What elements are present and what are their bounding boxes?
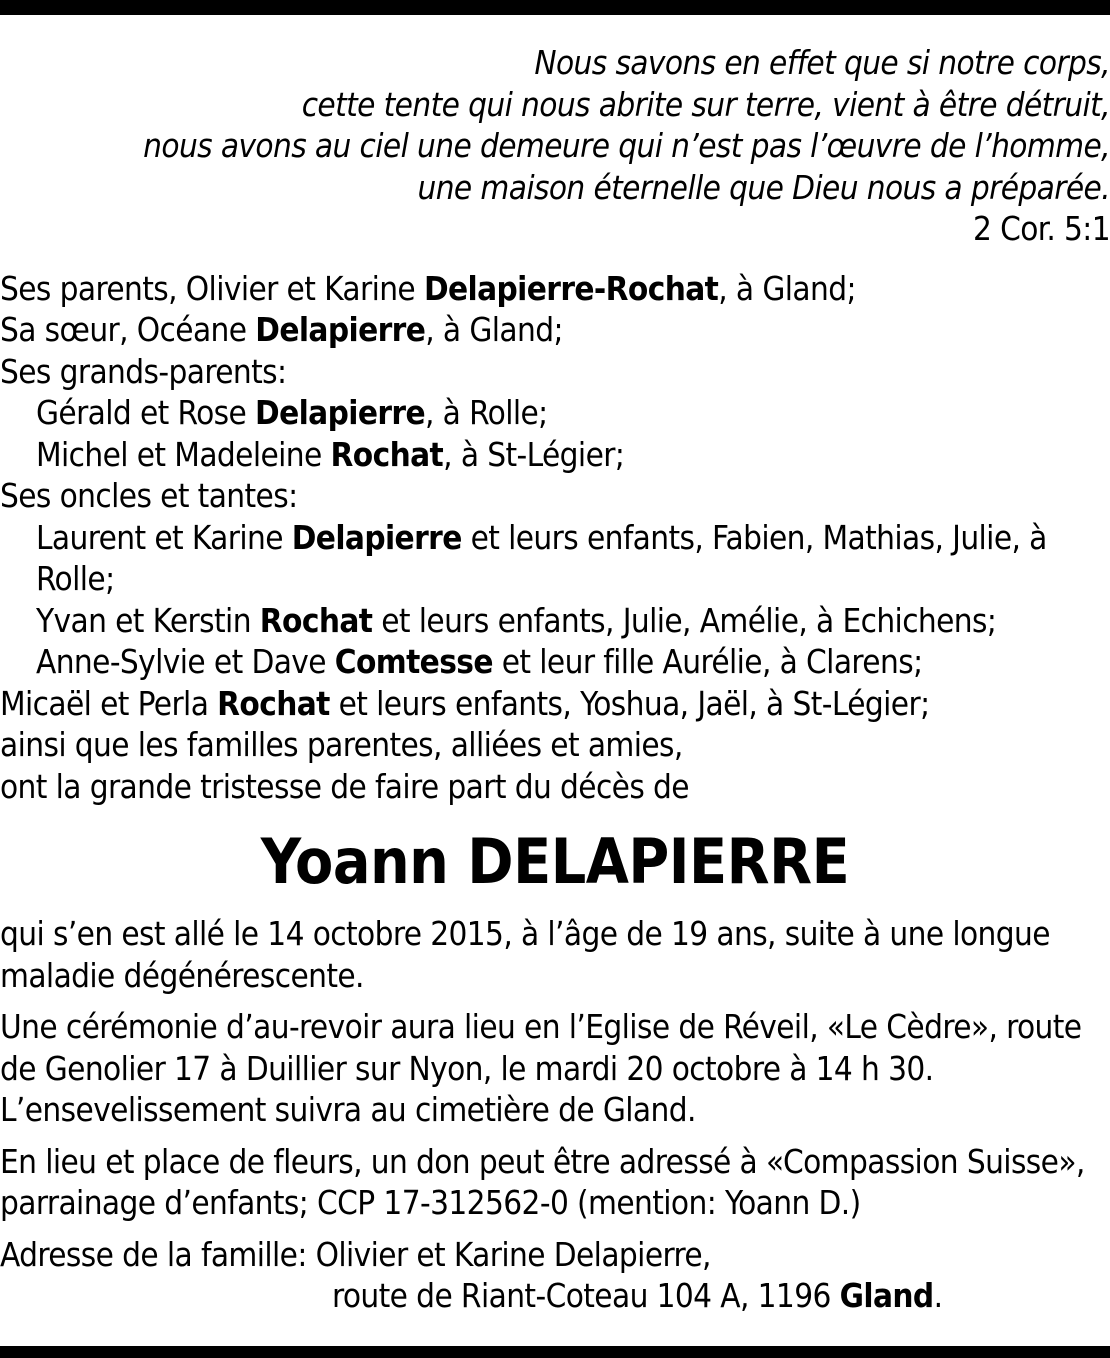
entry-surname: Rochat	[217, 683, 330, 723]
sister-surname: Delapierre	[255, 310, 426, 349]
announcement-line: ont la grande tristesse de faire part du décès de	[0, 766, 689, 806]
family-list	[0, 268, 1110, 808]
entry-place: et leurs enfants, Yoshua, Jaël, à St-Légier;	[329, 683, 930, 723]
entry-surname: Delapierre	[291, 517, 462, 557]
family-cousin	[0, 683, 1110, 725]
entry-place: et leurs enfants, Fabien, Mathias, Julie, à Rolle;	[36, 517, 1047, 598]
obituary-notice	[0, 42, 1110, 1317]
entry-surname: Delapierre	[255, 393, 426, 432]
quote-line: cette tente qui nous abrite sur terre, vient à être détruit,	[301, 84, 1110, 124]
grandparents-entry	[0, 392, 1110, 434]
address-city: Gland	[839, 1276, 934, 1315]
entry-text: Gérald et Rose	[36, 393, 256, 432]
entry-text: Anne-Sylvie et Dave	[36, 642, 335, 681]
family-sister	[0, 309, 1110, 351]
parents-text: Ses parents, Olivier et Karine	[0, 268, 424, 308]
entry-text: Micaël et Perla	[0, 683, 218, 723]
grandparents-entry	[0, 434, 1110, 476]
uncles-entry	[0, 600, 1110, 642]
top-rule	[0, 0, 1110, 15]
entry-surname: Rochat	[330, 434, 444, 474]
entry-text: Michel et Madeleine	[36, 434, 331, 474]
quote-line: Nous savons en effet que si notre corps,	[534, 43, 1110, 82]
entry-text: Laurent et Karine	[36, 517, 292, 557]
entry-surname: Rochat	[259, 600, 373, 640]
family-address	[0, 1234, 1110, 1317]
burial-paragraph: L’ensevelissement suivra au cimetière de Gland.	[0, 1090, 696, 1129]
uncles-heading: Ses oncles et tantes:	[0, 476, 298, 515]
uncles-entry	[0, 517, 1110, 600]
quote-reference: 2 Cor. 5:1	[972, 209, 1110, 248]
deceased-name: Yoann DELAPIERRE	[260, 825, 850, 898]
address-line-2	[0, 1275, 1110, 1317]
quote-line: nous avons au ciel une demeure qui n’est pas l’œuvre de l’homme,	[143, 126, 1110, 165]
entry-place: , à St-Légier;	[443, 434, 625, 474]
entry-place: , à Rolle;	[425, 393, 548, 432]
address-line-1: Adresse de la famille: Olivier et Karine Delapierre,	[0, 1234, 711, 1274]
entry-place: et leur fille Aurélie, à Clarens;	[492, 642, 923, 681]
relatives-line: ainsi que les familles parentes, alliées et amies,	[0, 725, 683, 764]
grandparents-heading: Ses grands-parents:	[0, 351, 287, 391]
ceremony-paragraph: Une cérémonie d’au-revoir aura lieu en l’Eglise de Réveil, «Le Cèdre», route de Genolier 17 à Duillier sur Nyon, le mardi 20 octobre à 14 h 30.	[0, 1007, 1082, 1088]
parents-surname: Delapierre-Rochat	[423, 268, 719, 308]
sister-text: Sa sœur, Océane	[0, 310, 256, 349]
bottom-rule	[0, 1346, 1110, 1358]
donation-paragraph: En lieu et place de fleurs, un don peut être adressé à «Compassion Suisse», parrainage d’enfants; CCP 17-312562-0 (mention: Yoann D.)	[0, 1141, 1085, 1222]
address-end: .	[933, 1276, 943, 1315]
sister-place: , à Gland;	[425, 310, 563, 349]
entry-place: et leurs enfants, Julie, Amélie, à Echichens;	[372, 600, 997, 640]
uncles-entry	[0, 641, 1110, 683]
entry-surname: Comtesse	[334, 642, 493, 681]
parents-place: , à Gland;	[718, 268, 856, 308]
death-paragraph: qui s’en est allé le 14 octobre 2015, à l’âge de 19 ans, suite à une longue maladie dégénérescente.	[0, 914, 1050, 995]
quote-line: une maison éternelle que Dieu nous a préparée.	[417, 167, 1110, 207]
address-street: route de Riant-Coteau 104 A, 1196	[332, 1276, 840, 1315]
family-parents	[0, 268, 1110, 310]
bible-quote	[0, 42, 1110, 250]
entry-text: Yvan et Kerstin	[36, 600, 260, 640]
